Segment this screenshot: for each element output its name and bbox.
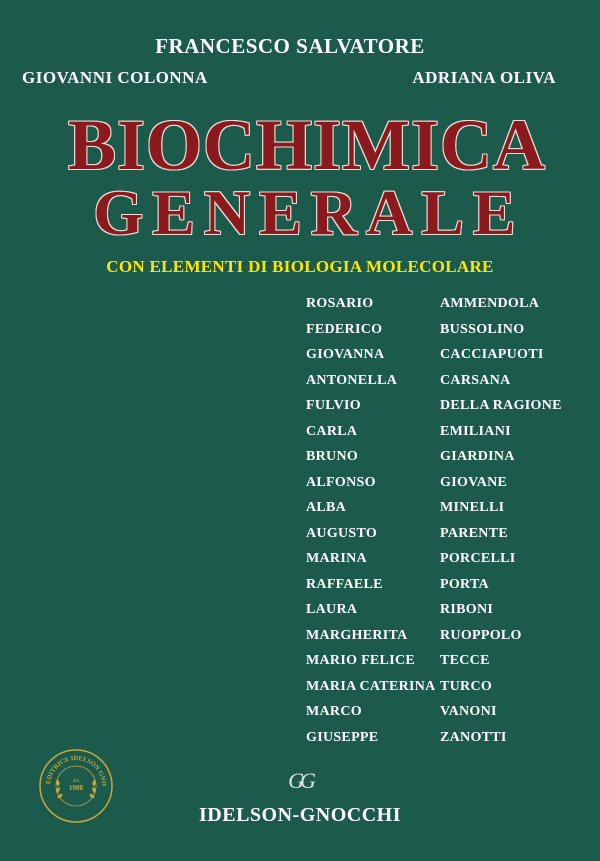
contributor-last-name: AMMENDOLA [440,296,540,311]
contributor-row [306,322,562,348]
contributor-last-name: MINELLI [440,500,505,515]
contributor-row [306,551,562,577]
publisher-monogram: GG [288,768,312,793]
contributor-last-name: CARSANA [440,372,511,388]
contributor-row [306,577,562,603]
contributor-last-name: BUSSOLINO [440,321,525,337]
contributor-first-name: MARGHERITA [306,627,408,643]
svg-text:dal: dal [72,779,80,784]
contributors-list [306,296,562,755]
contributor-last-name: CACCIAPUOTI [440,347,544,362]
contributor-last-name: RUOPPOLO [440,627,522,643]
book-title-line-2: GENERALE [93,177,525,248]
contributor-row [306,704,562,730]
contributor-last-name: TECCE [440,653,490,668]
contributor-first-name: MARIA CATERINA [306,678,436,694]
contributor-first-name: MARCO [306,704,362,719]
contributor-row [306,398,562,424]
book-subtitle: CON ELEMENTI DI BIOLOGIA MOLECOLARE [106,257,494,276]
co-author-right: ADRIANA OLIVA [412,68,556,87]
contributor-first-name: ANTONELLA [306,372,398,388]
contributor-row [306,653,562,679]
contributor-last-name: VANONI [440,704,497,719]
contributor-first-name: BRUNO [306,449,359,464]
contributor-first-name: ROSARIO [306,296,374,311]
book-title-line-1: BIOCHIMICA [67,105,547,185]
contributor-first-name: FULVIO [306,398,361,413]
contributor-last-name: DELLA RAGIONE [440,398,562,413]
contributor-last-name: EMILIANI [440,423,511,439]
contributor-last-name: GIARDINA [440,449,515,464]
publisher-name: IDELSON-GNOCCHI [199,804,401,826]
contributor-row [306,449,562,475]
contributor-last-name: PARENTE [440,525,508,541]
contributor-first-name: MARINA [306,551,367,566]
contributor-first-name: MARIO FELICE [306,653,415,668]
contributor-first-name: RAFFAELE [306,576,383,592]
contributor-first-name: AUGUSTO [306,525,378,541]
contributor-row [306,296,562,322]
contributor-row [306,679,562,705]
contributor-last-name: TURCO [440,678,493,694]
contributor-first-name: FEDERICO [306,321,383,337]
svg-text:1908: 1908 [69,784,83,792]
contributor-first-name: GIUSEPPE [306,729,379,745]
contributor-last-name: PORTA [440,576,489,592]
contributor-row [306,628,562,654]
contributor-first-name: ALBA [306,500,347,515]
contributor-row [306,424,562,450]
contributor-last-name: GIOVANE [440,474,508,490]
contributor-last-name: RIBONI [440,602,494,617]
contributor-row [306,526,562,552]
contributor-last-name: PORCELLI [440,551,516,566]
contributor-row [306,347,562,373]
co-author-left: GIOVANNI COLONNA [22,68,208,87]
contributor-first-name: ALFONSO [306,474,376,490]
main-author: FRANCESCO SALVATORE [155,34,425,58]
contributor-row [306,730,562,756]
contributor-row [306,475,562,501]
contributor-row [306,500,562,526]
contributor-row [306,373,562,399]
contributor-row [306,602,562,628]
logo-arc-text: EDITRICE IDELSON GNO [45,754,108,787]
contributor-last-name: ZANOTTI [440,729,507,745]
contributor-first-name: LAURA [306,602,358,617]
contributor-first-name: CARLA [306,423,358,439]
contributor-first-name: GIOVANNA [306,347,385,362]
